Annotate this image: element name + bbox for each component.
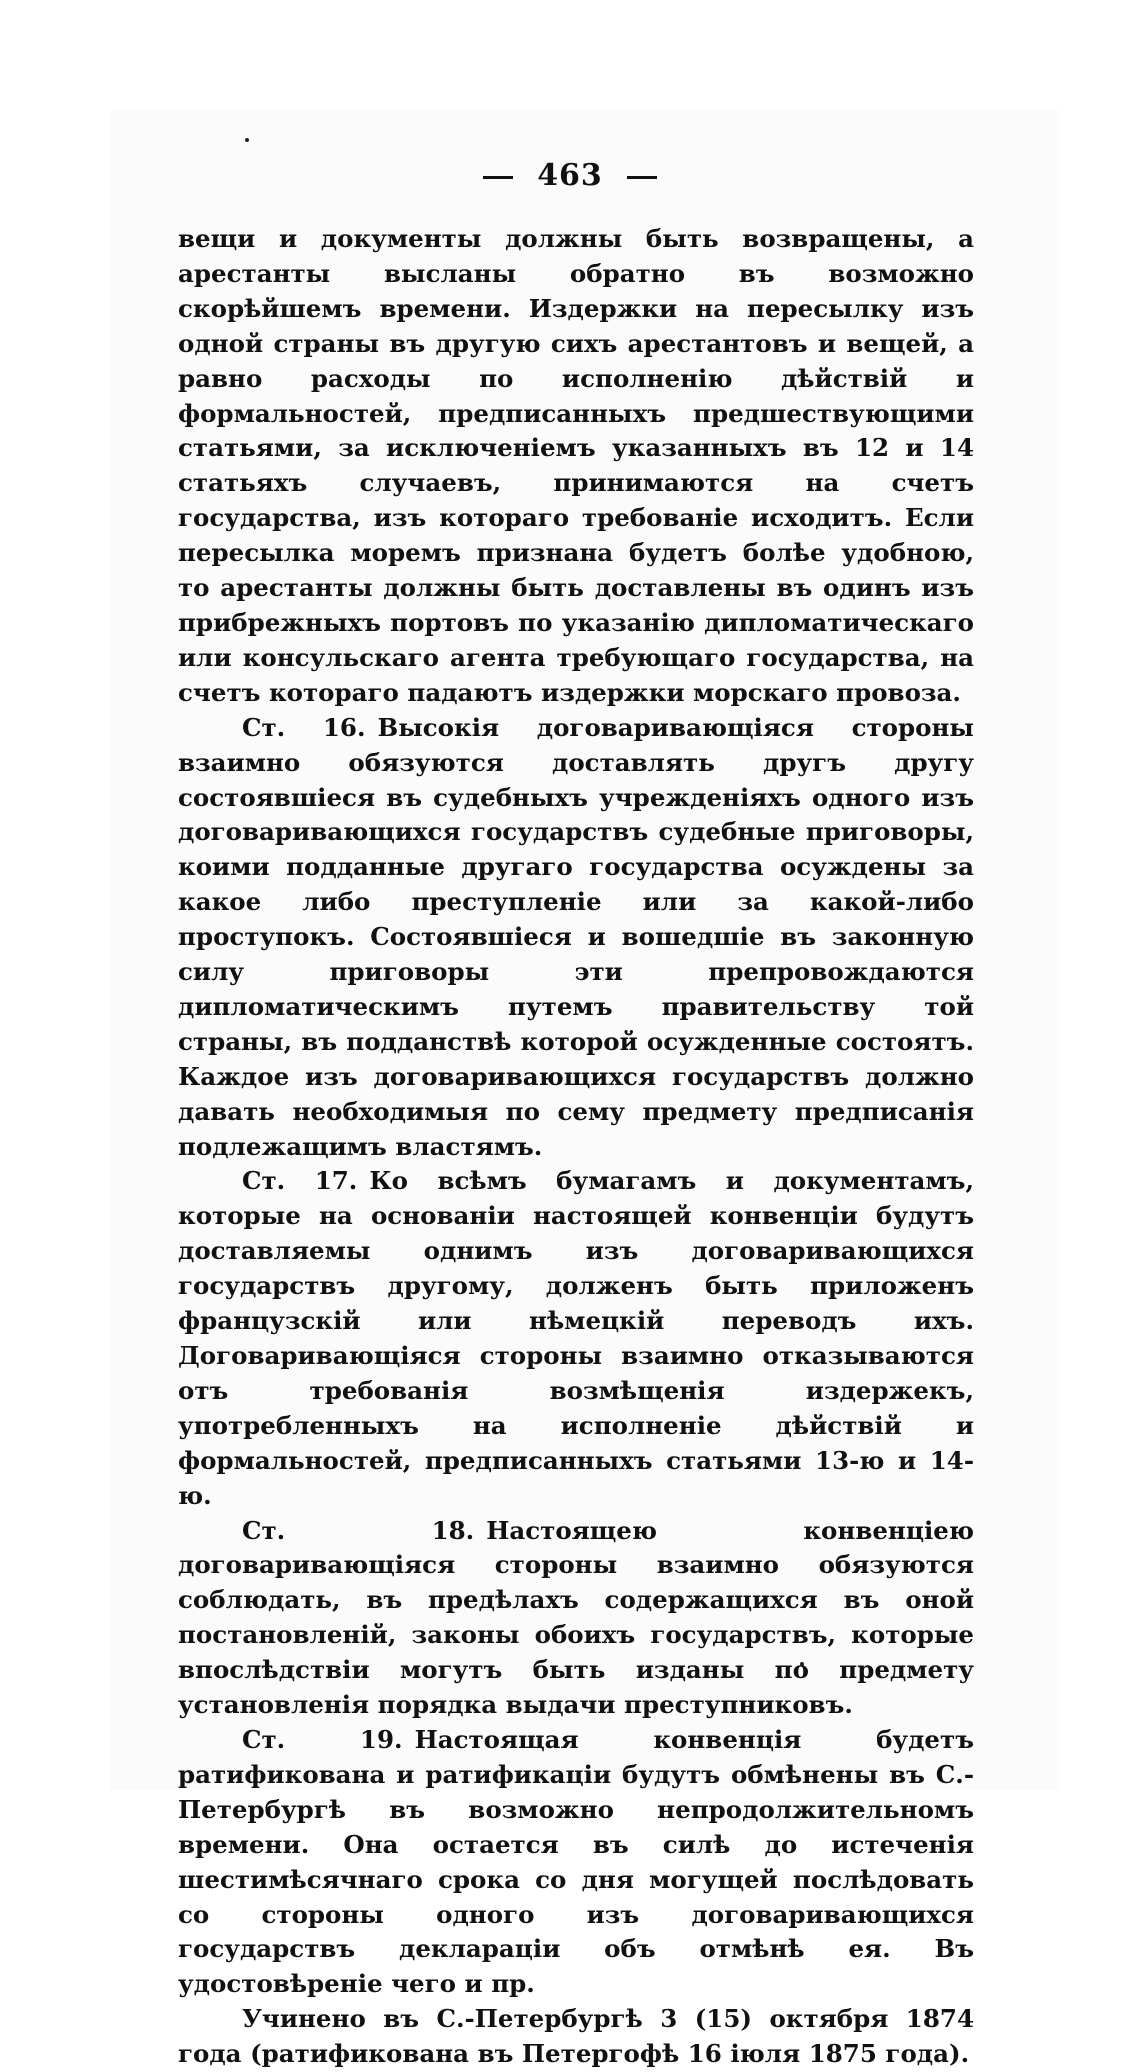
article-18 — [178, 1514, 974, 1723]
article-number: Ст. 16. — [242, 712, 366, 742]
article-text: Высокія договаривающіяся стороны взаимно обязуются доставлять другъ другу состоявшіеся въ судебныхъ учрежденіяхъ одного изъ договаривающихся государствъ судебные приговоры, коими подданные другаго государства осуждены за какое либо преступленіе или за какой-либо проступокъ. Состоявшіеся и вошедшіе въ законную силу приговоры эти препровождаются дипломатическимъ путемъ правительству той страны, въ подданствѣ которой осужденные состоятъ. Каждое изъ договаривающихся государствъ должно давать необходимыя по сему предмету предписанія подлежащимъ властямъ. — [178, 712, 974, 1161]
print-speck — [245, 138, 249, 142]
closing-text: Учинено въ С.-Петербургѣ 3 (15) октября 1874 года (ратификована въ Петергофѣ 16 іюля 1875 года). — [178, 2004, 974, 2069]
paragraph-text: вещи и документы должны быть возвращены, а арестанты высланы обратно въ возможно скорѣйшемъ времени. Издержки на пересылку изъ одной страны въ другую сихъ арестантовъ и вещей, а равно расходы по исполненію дѣйствій и формальностей, предписанныхъ предшествующими статьями, за исключеніемъ указанныхъ въ 12 и 14 статьяхъ случаевъ, принимаются на счетъ государства, изъ котораго требованіе исходитъ. Если пересылка моремъ признана будетъ болѣе удобною, то арестанты должны быть доставлены въ одинъ изъ прибрежныхъ портовъ по указанію дипломатическаго или консульскаго агента требующаго государства, на счетъ котораго падаютъ издержки морскаго провоза. — [178, 224, 974, 707]
article-number: Ст. 17. — [242, 1166, 358, 1196]
article-text: Настоящая конвенція будетъ ратификована и ратификаціи будутъ обмѣнены въ С.-Петербургѣ въ возможно непродолжительномъ времени. Она остается въ силѣ до истеченія шестимѣсячнаго срока со дня могущей послѣдовать со стороны одного изъ договаривающихся государствъ деклараціи объ отмѣнѣ ея. Въ удостовѣреніе чего и пр. — [178, 1724, 974, 1999]
paragraph-continuation — [178, 222, 974, 711]
page-number: 463 — [537, 158, 603, 193]
article-number: Ст. 19. — [242, 1724, 403, 1754]
article-19 — [178, 1723, 974, 2002]
article-16 — [178, 711, 974, 1165]
header-dash-right — [627, 176, 657, 179]
page-header — [0, 158, 1140, 193]
article-number: Ст. 18. — [242, 1515, 475, 1545]
article-text: Настоящею конвенціею договаривающіяся стороны взаимно обязуются соблюдать, въ предѣлахъ содержащихся въ оной постановленій, законы обоихъ государствъ, которые впослѣдствіи могутъ быть изданы по предмету установленія порядка выдачи преступниковъ. — [178, 1515, 974, 1720]
article-17 — [178, 1164, 974, 1513]
closing-statement — [178, 2002, 974, 2072]
article-text: Ко всѣмъ бумагамъ и документамъ, которые на основаніи настоящей конвенціи будутъ доставляемы однимъ изъ договаривающихся государствъ другому, долженъ быть приложенъ французскій или нѣмецкій переводъ ихъ. Договаривающіяся стороны взаимно отказываются отъ требованія возмѣщенія издержекъ, употребленныхъ на исполненіе дѣйствій и формальностей, предписанныхъ статьями 13-ю и 14-ю. — [178, 1166, 974, 1510]
header-dash-left — [483, 176, 513, 179]
body-text — [178, 222, 974, 2072]
